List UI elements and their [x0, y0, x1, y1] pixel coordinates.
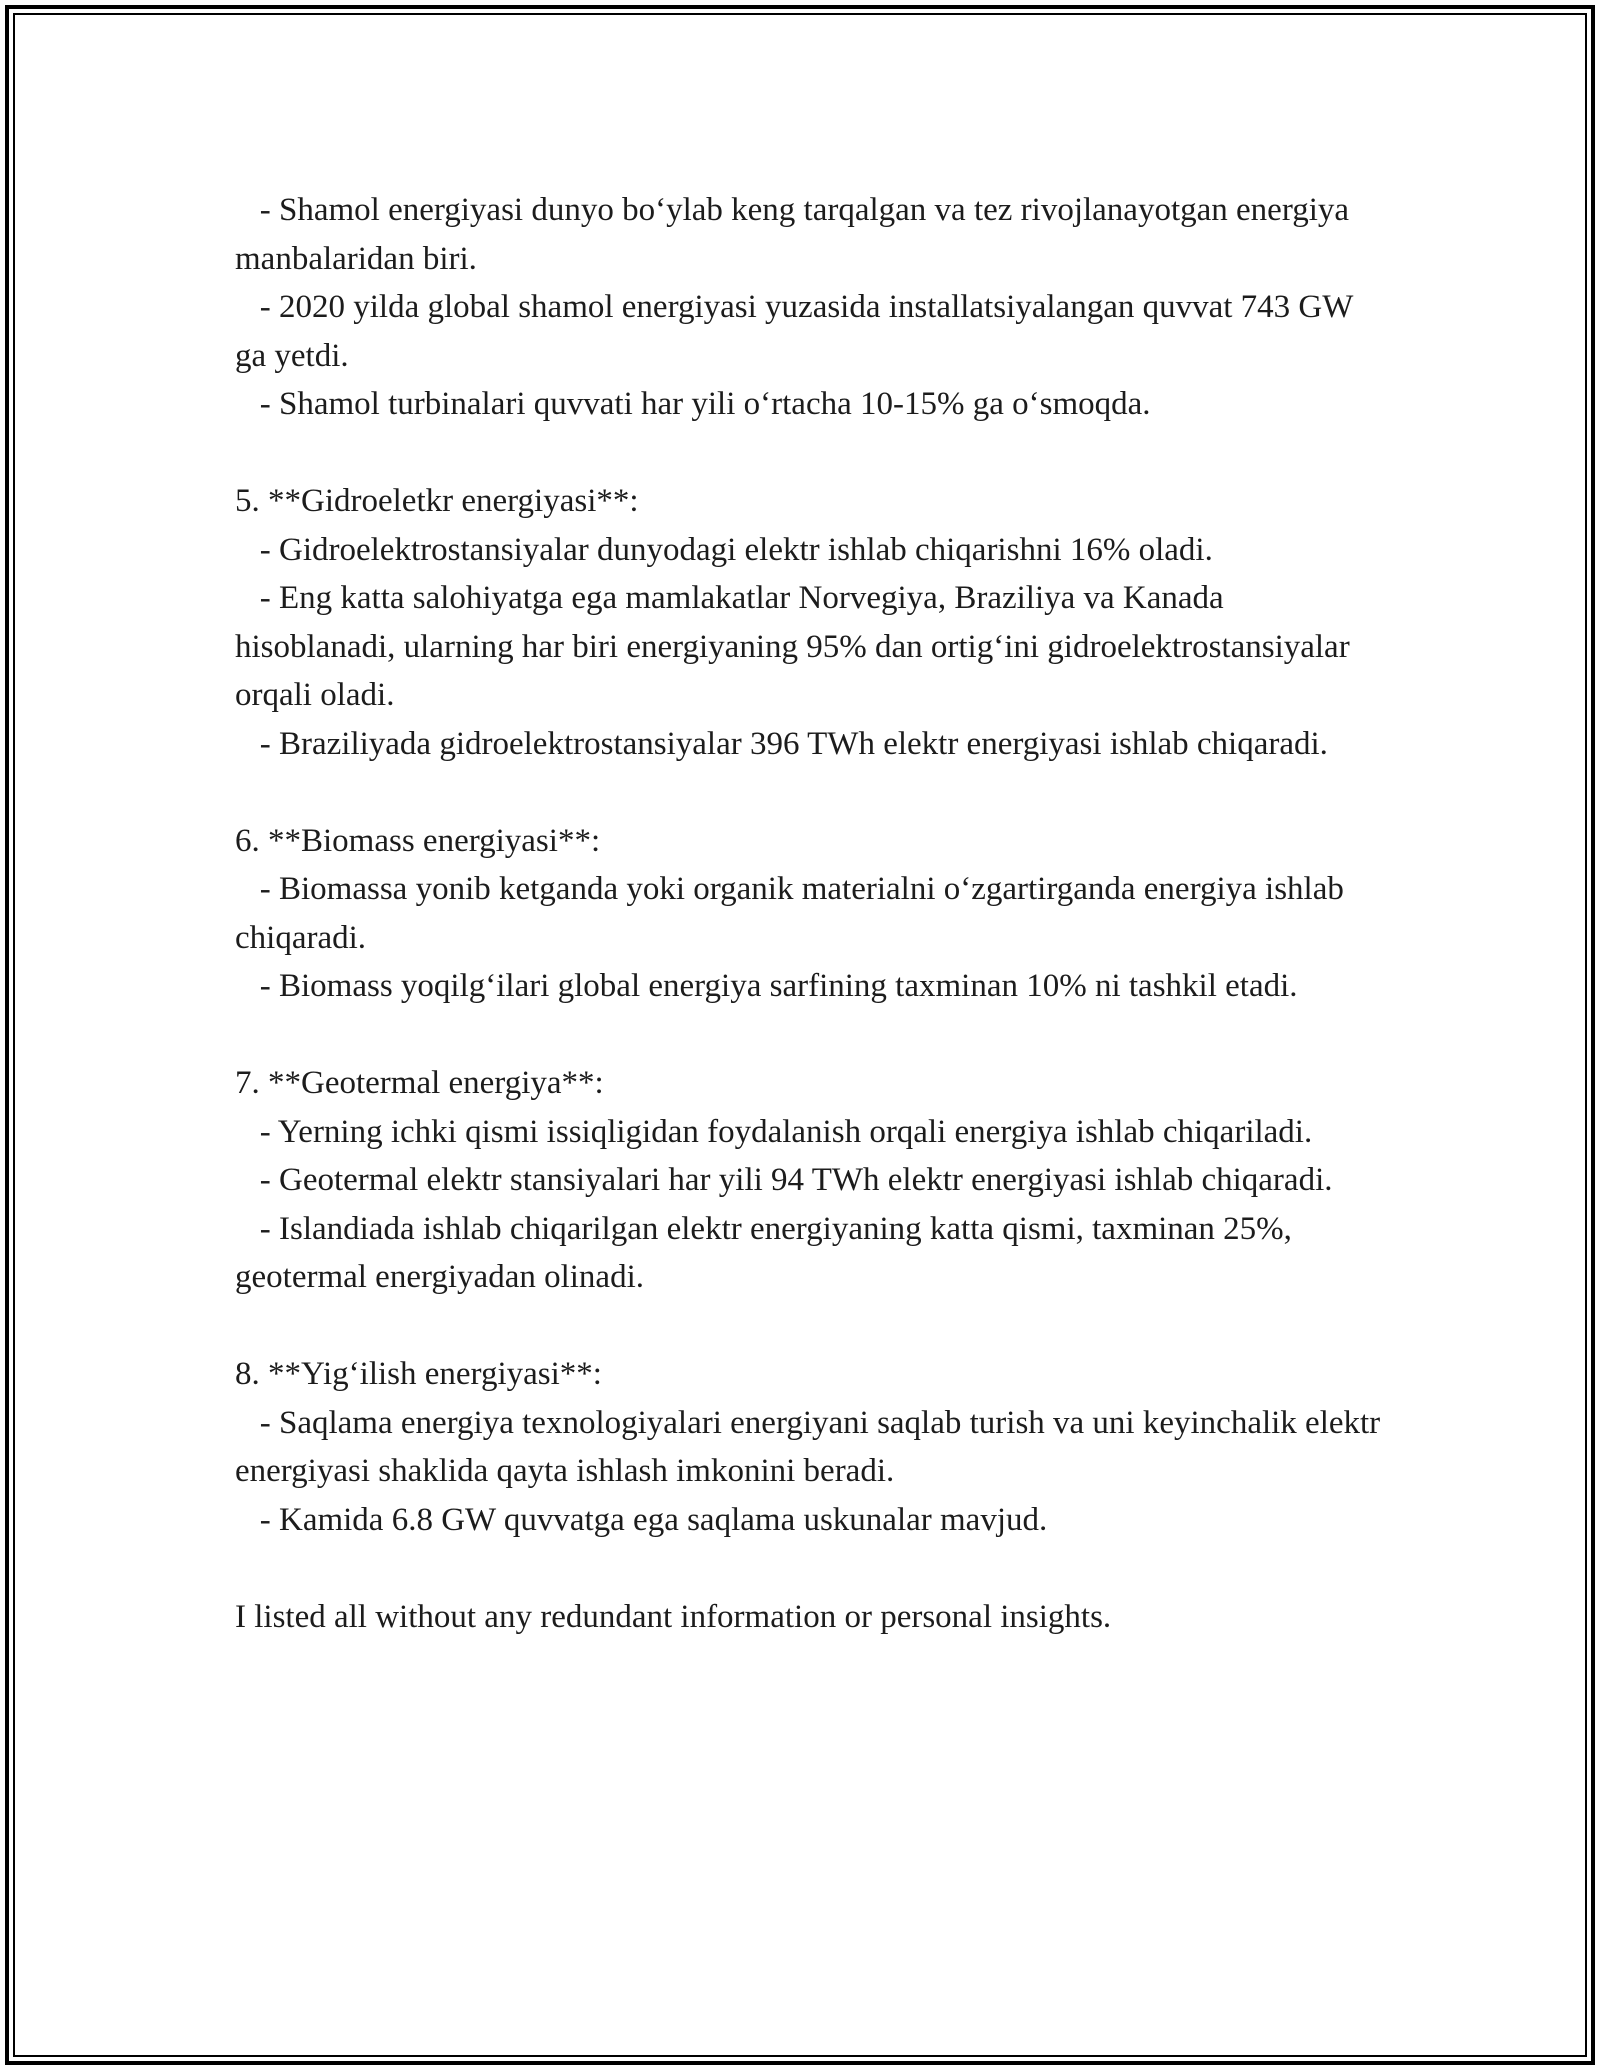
text-line: - Biomass yoqilg‘ilari global energiya sarfining taxminan 10% ni tashkil etadi. — [235, 968, 1298, 1004]
section-heading: 5. **Gidroeletkr energiyasi**: — [235, 483, 639, 519]
text-line: - Biomassa yonib ketganda yoki organik materialni o‘zgartirganda energiya ishlab chiqaradi. — [235, 871, 1353, 956]
text-line: - Saqlama energiya texnologiyalari energiyani saqlab turish va uni keyinchalik elektr energiyasi shaklida qayta ishlash imkonini beradi. — [235, 1404, 1389, 1489]
blank-line — [235, 768, 1385, 817]
text-line: - Eng katta salohiyatga ega mamlakatlar Norvegiya, Braziliya va Kanada hisoblanadi, ularning har biri energiyaning 95% dan ortig‘ini gidroelektrostansiyalar orqali oladi. — [235, 580, 1358, 713]
text-line: - Kamida 6.8 GW quvvatga ega saqlama uskunalar mavjud. — [235, 1501, 1048, 1538]
text-line: - Islandiada ishlab chiqarilgan elektr energiyaning katta qismi, taxminan 25%, geotermal energiyadan olinadi. — [235, 1210, 1301, 1295]
text-line: - Yerning ichki qismi issiqligidan foydalanish orqali energiya ishlab chiqariladi. — [235, 1113, 1313, 1150]
text-line: - Geotermal elektr stansiyalari har yili 94 TWh elektr energiyasi ishlab chiqaradi. — [235, 1162, 1333, 1198]
blank-line — [235, 429, 1385, 478]
text-line: - Gidroelektrostansiyalar dunyodagi elektr ishlab chiqarishni 16% oladi. — [235, 531, 1213, 568]
section-heading: 7. **Geotermal energiya**: — [235, 1065, 604, 1101]
blank-line — [235, 1302, 1385, 1351]
blank-line — [235, 1011, 1385, 1060]
text-line: - Shamol turbinalari quvvati har yili o‘rtacha 10-15% ga o‘smoqda. — [235, 386, 1151, 422]
text-line: - 2020 yilda global shamol energiyasi yuzasida installatsiyalangan quvvat 743 GW ga yetdi. — [235, 289, 1362, 374]
section-heading: 8. **Yig‘ilish energiyasi**: — [235, 1356, 602, 1392]
closing-statement: I listed all without any redundant information or personal insights. — [235, 1598, 1112, 1635]
blank-line — [235, 1544, 1385, 1593]
document-body — [235, 186, 1389, 1641]
text-line: - Braziliyada gidroelektrostansiyalar 396 TWh elektr energiyasi ishlab chiqaradi. — [235, 725, 1328, 762]
section-heading: 6. **Biomass energiyasi**: — [235, 822, 601, 859]
text-line: - Shamol energiyasi dunyo bo‘ylab keng tarqalgan va tez rivojlanayotgan energiya manbalaridan biri. — [235, 192, 1358, 277]
